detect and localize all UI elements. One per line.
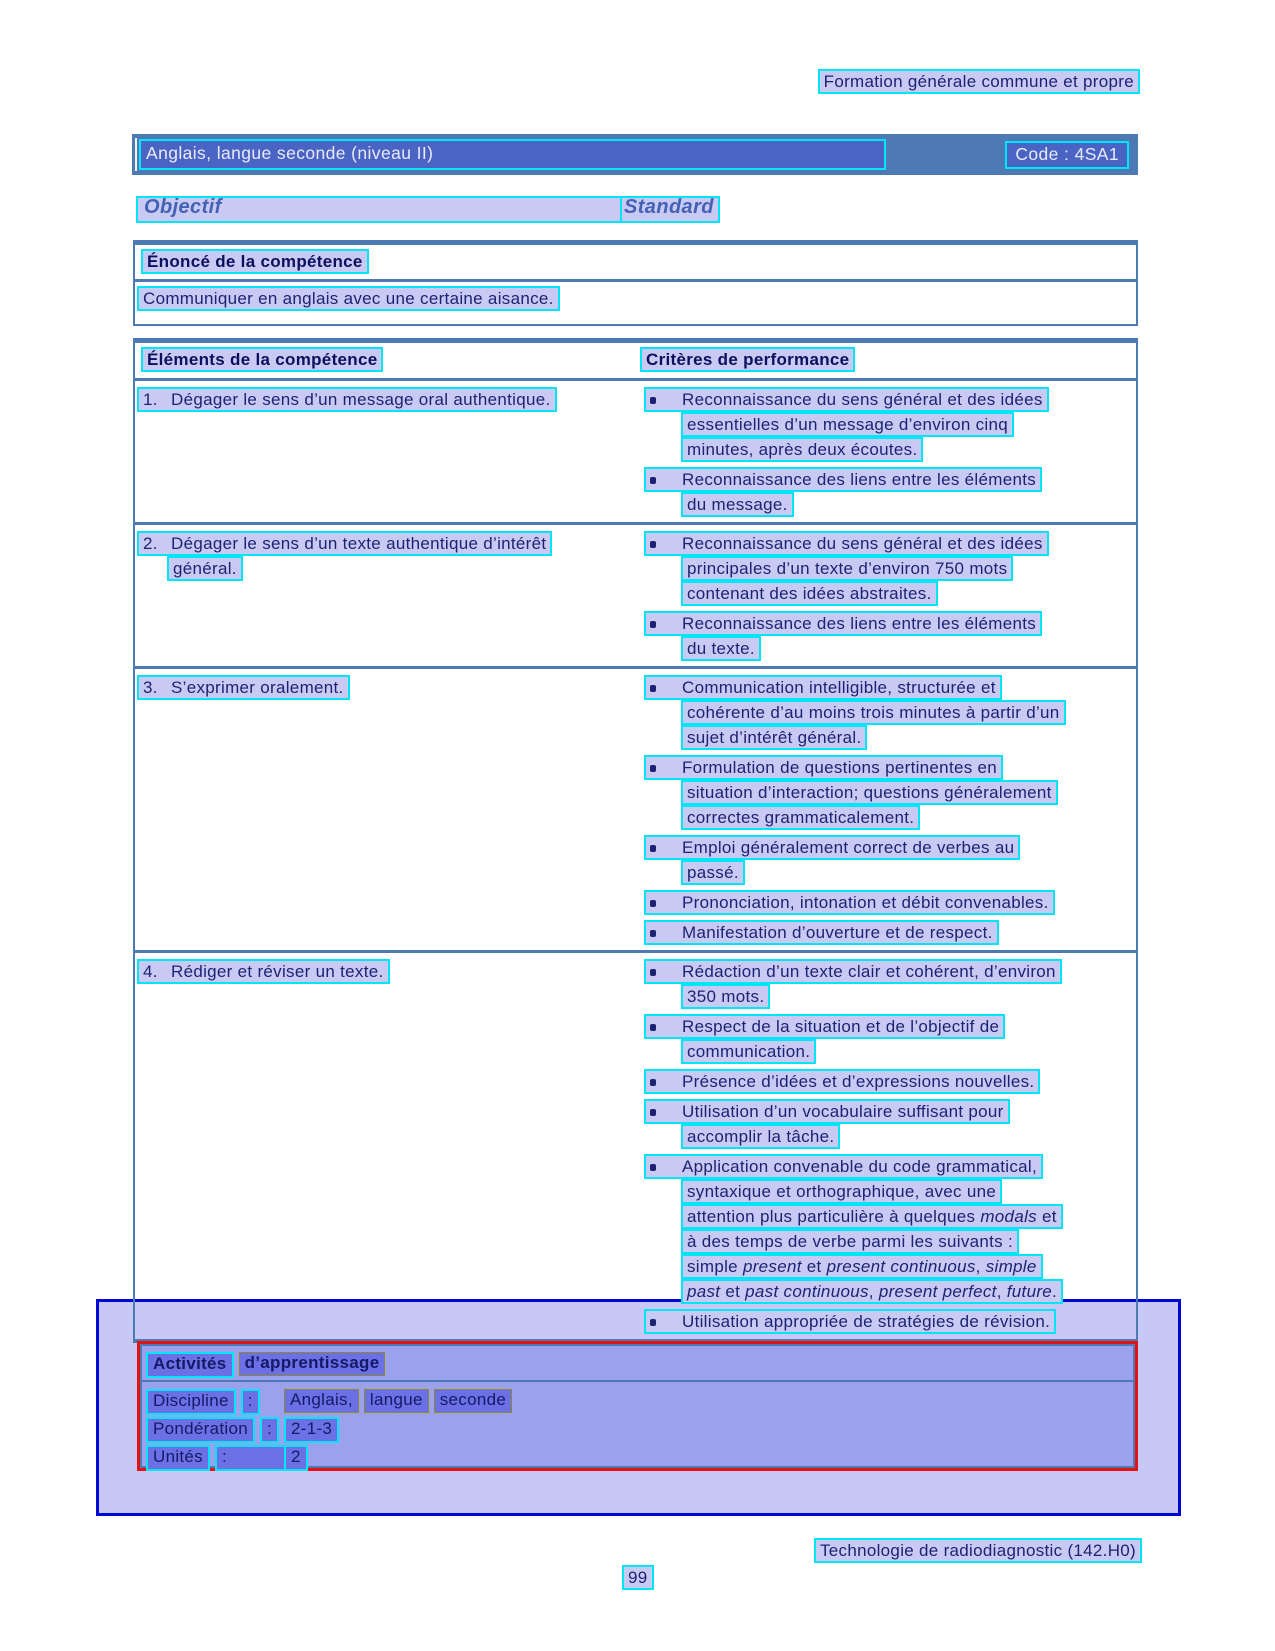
footer-program: [814, 1541, 1142, 1561]
bullet-dot-icon: [650, 1164, 656, 1171]
word-chip: :: [215, 1445, 287, 1471]
criteria-bullet: [644, 676, 1133, 751]
text-segment: et: [801, 1257, 827, 1276]
italic-term: past continuous: [745, 1282, 869, 1301]
italic-term: simple: [985, 1257, 1037, 1276]
text-segment: sujet d’intérêt général.: [687, 728, 862, 747]
criteria-cell: [640, 676, 1136, 946]
text-segment: minutes, après deux écoutes.: [687, 440, 918, 459]
text-segment: principales d’un texte d’environ 750 mots: [687, 559, 1008, 578]
criteria-bullet: [644, 1100, 1133, 1150]
activites-header: [140, 1344, 1135, 1382]
word-chip: Activités: [146, 1352, 234, 1378]
element-item: [137, 532, 645, 582]
text-segment: passé.: [687, 863, 739, 882]
word-chip: Pondération: [146, 1417, 255, 1443]
text-segment: ,: [996, 1282, 1007, 1301]
activites-row: [146, 1389, 1135, 1417]
criteria-bullet: [644, 532, 1133, 607]
criteria-text: [644, 1099, 1010, 1149]
text-segment: contenant des idées abstraites.: [687, 584, 932, 603]
element-text: [137, 675, 350, 700]
criteria-text: [644, 835, 1020, 885]
word-chip: Anglais,: [284, 1389, 359, 1413]
criteria-text: [644, 1069, 1040, 1094]
table-row: [135, 378, 1136, 522]
element-cell: [135, 960, 640, 1335]
criteria-bullet: [644, 468, 1133, 518]
criteria-text: [644, 890, 1055, 915]
criteria-text: [644, 387, 1049, 462]
criteria-text: [644, 920, 999, 945]
text-segment: cohérente d’au moins trois minutes à partir d’un: [687, 703, 1060, 722]
text-segment: Respect de la situation et de l’objectif de: [682, 1017, 1000, 1036]
text-segment: Reconnaissance du sens général et des idées: [682, 390, 1043, 409]
text-segment: Application convenable du code grammatical,: [682, 1157, 1037, 1176]
table-row: [135, 522, 1136, 666]
bullet-icon: [650, 612, 682, 636]
competence-table: [133, 338, 1138, 1343]
activites-box: [137, 1341, 1138, 1471]
bullet-icon: [650, 891, 682, 915]
bullet-icon: [650, 1310, 682, 1334]
competence-rows: [135, 378, 1136, 1339]
criteria-cell: [640, 388, 1136, 518]
italic-term: modals: [980, 1207, 1037, 1226]
criteria-text: [644, 467, 1042, 517]
criteria-cell: [640, 532, 1136, 662]
element-item: [137, 388, 645, 413]
text-segment: du texte.: [687, 639, 755, 658]
criteria-text: [644, 611, 1042, 661]
element-text: [137, 531, 552, 581]
activites-rows: [140, 1382, 1135, 1473]
italic-term: present perfect: [878, 1282, 997, 1301]
element-line: Dégager le sens d’un texte authentique d’intérêt: [171, 534, 547, 553]
italic-term: past: [687, 1282, 721, 1301]
criteria-text: [644, 959, 1062, 1009]
activites-values: [284, 1389, 517, 1413]
bullet-dot-icon: [650, 621, 656, 628]
text-segment: ,: [868, 1282, 879, 1301]
text-segment: Reconnaissance des liens entre les éléments: [682, 470, 1037, 489]
bullet-dot-icon: [650, 397, 656, 404]
element-text: [137, 959, 390, 984]
text-segment: syntaxique et orthographique, avec une: [687, 1182, 997, 1201]
word-chip: d’apprentissage: [239, 1352, 386, 1376]
criteria-bullet: [644, 921, 1133, 946]
text-segment: et: [1036, 1207, 1057, 1226]
course-code: Code : 4SA1: [1005, 141, 1129, 169]
bullet-dot-icon: [650, 969, 656, 976]
criteria-bullet: [644, 891, 1133, 916]
element-number: 2.: [143, 534, 158, 553]
standard-label: Standard: [624, 196, 714, 218]
criteria-bullet: [644, 836, 1133, 886]
word-chip: Unités: [146, 1445, 210, 1471]
element-cell: [135, 676, 640, 946]
text-segment: Reconnaissance du sens général et des idées: [682, 534, 1043, 553]
strip-divider: [620, 198, 622, 221]
bullet-icon: [650, 1100, 682, 1124]
element-number: 3.: [143, 678, 158, 697]
criteria-bullet: [644, 756, 1133, 831]
bullet-icon: [650, 1070, 682, 1094]
bullet-icon: [650, 388, 682, 412]
bullet-dot-icon: [650, 685, 656, 692]
element-number: 4.: [143, 962, 158, 981]
bullet-dot-icon: [650, 1109, 656, 1116]
element-line: S’exprimer oralement.: [171, 678, 344, 697]
italic-term: present continuous: [826, 1257, 976, 1276]
competence-header-row: [135, 343, 1136, 378]
text-segment: à des temps de verbe parmi les suivants :: [687, 1232, 1014, 1251]
criteria-text: [644, 1014, 1005, 1064]
footer-program-text: Technologie de radiodiagnostic (142.H0): [814, 1538, 1142, 1563]
element-line: Rédiger et réviser un texte.: [171, 962, 384, 981]
bullet-icon: [650, 468, 682, 492]
criteria-text: [644, 755, 1058, 830]
criteria-bullet: [644, 1310, 1133, 1335]
word-chip: 2: [284, 1445, 308, 1471]
bullet-dot-icon: [650, 477, 656, 484]
running-head-text: Formation générale commune et propre: [818, 69, 1140, 94]
title-bar-left-divider: [135, 138, 137, 171]
enonce-header-row: [135, 245, 1136, 279]
enonce-table: [133, 240, 1138, 326]
criteria-text: [644, 1154, 1063, 1304]
bullet-dot-icon: [650, 1024, 656, 1031]
criteria-bullet: [644, 960, 1133, 1010]
enonce-body-row: [135, 282, 1136, 324]
bullet-icon: [650, 960, 682, 984]
element-cell: [135, 532, 640, 662]
activites-row: [146, 1417, 1135, 1445]
text-segment: essentielles d’un message d’environ cinq: [687, 415, 1009, 434]
word-chip: :: [260, 1417, 279, 1443]
text-segment: simple: [687, 1257, 743, 1276]
element-line: Dégager le sens d’un message oral authentique.: [171, 390, 551, 409]
bullet-icon: [650, 836, 682, 860]
word-chip: Discipline: [146, 1389, 236, 1415]
criteria-text: [644, 675, 1066, 750]
bullet-icon: [650, 1015, 682, 1039]
text-segment: situation d’interaction; questions généralement: [687, 783, 1052, 802]
bullet-dot-icon: [650, 845, 656, 852]
criteria-cell: [640, 960, 1136, 1335]
bullet-icon: [650, 1155, 682, 1179]
table-row: [135, 950, 1136, 1339]
page-number: [622, 1568, 654, 1588]
activites-values: [284, 1417, 344, 1443]
text-segment: correctes grammaticalement.: [687, 808, 915, 827]
text-segment: Utilisation d’un vocabulaire suffisant pour: [682, 1102, 1004, 1121]
text-segment: Prononciation, intonation et débit convenables.: [682, 893, 1049, 912]
text-segment: Manifestation d’ouverture et de respect.: [682, 923, 993, 942]
bullet-icon: [650, 756, 682, 780]
table-row: [135, 666, 1136, 950]
text-segment: Rédaction d’un texte clair et cohérent, d’environ: [682, 962, 1056, 981]
criteria-bullet: [644, 1155, 1133, 1305]
objectif-label: Objectif: [144, 196, 222, 218]
bullet-icon: [650, 921, 682, 945]
word-chip: langue: [364, 1389, 429, 1413]
bullet-dot-icon: [650, 930, 656, 937]
bullet-icon: [650, 532, 682, 556]
activites-values: [284, 1445, 313, 1471]
bullet-dot-icon: [650, 1079, 656, 1086]
text-segment: Reconnaissance des liens entre les éléments: [682, 614, 1037, 633]
text-segment: 350 mots.: [687, 987, 765, 1006]
italic-term: present: [742, 1257, 802, 1276]
bullet-dot-icon: [650, 541, 656, 548]
bullet-dot-icon: [650, 1319, 656, 1326]
criteria-bullet: [644, 1070, 1133, 1095]
text-segment: Formulation de questions pertinentes en: [682, 758, 998, 777]
element-cell: [135, 388, 640, 518]
criteria-text: [644, 1309, 1056, 1334]
element-text: [137, 387, 557, 412]
text-segment: ,: [975, 1257, 986, 1276]
text-segment: communication.: [687, 1042, 811, 1061]
word-chip: seconde: [434, 1389, 512, 1413]
text-segment: Utilisation appropriée de stratégies de révision.: [682, 1312, 1051, 1331]
course-title: Anglais, langue seconde (niveau II): [139, 139, 886, 170]
element-line: général.: [173, 559, 237, 578]
text-segment: Présence d’idées et d’expressions nouvelles.: [682, 1072, 1035, 1091]
enonce-body: Communiquer en anglais avec une certaine aisance.: [137, 286, 560, 311]
bullet-dot-icon: [650, 900, 656, 907]
criteria-bullet: [644, 1015, 1133, 1065]
activites-row: [146, 1445, 1135, 1473]
text-segment: Emploi généralement correct de verbes au: [682, 838, 1015, 857]
text-segment: et: [720, 1282, 746, 1301]
col1-header: Éléments de la compétence: [141, 347, 383, 372]
element-number: 1.: [143, 390, 158, 409]
element-item: [137, 676, 645, 701]
element-item: [137, 960, 645, 985]
bullet-dot-icon: [650, 765, 656, 772]
word-chip: :: [241, 1389, 260, 1415]
criteria-text: [644, 531, 1049, 606]
page-number-text: 99: [622, 1565, 654, 1590]
text-segment: accomplir la tâche.: [687, 1127, 835, 1146]
enonce-header: Énoncé de la compétence: [141, 249, 369, 274]
running-head: [818, 72, 1140, 92]
col2-header-cell: [640, 350, 855, 370]
criteria-bullet: [644, 388, 1133, 463]
bullet-icon: [650, 676, 682, 700]
text-segment: .: [1052, 1282, 1058, 1301]
word-chip: 2-1-3: [284, 1417, 339, 1443]
text-segment: Communication intelligible, structurée et: [682, 678, 996, 697]
course-title-bar: [132, 134, 1138, 175]
text-segment: du message.: [687, 495, 788, 514]
col1-header-cell: [141, 350, 640, 370]
criteria-bullet: [644, 612, 1133, 662]
col2-header: Critères de performance: [640, 347, 855, 372]
objectif-standard-strip: [136, 196, 720, 223]
text-segment: attention plus particulière à quelques: [687, 1207, 981, 1226]
italic-term: future: [1006, 1282, 1053, 1301]
